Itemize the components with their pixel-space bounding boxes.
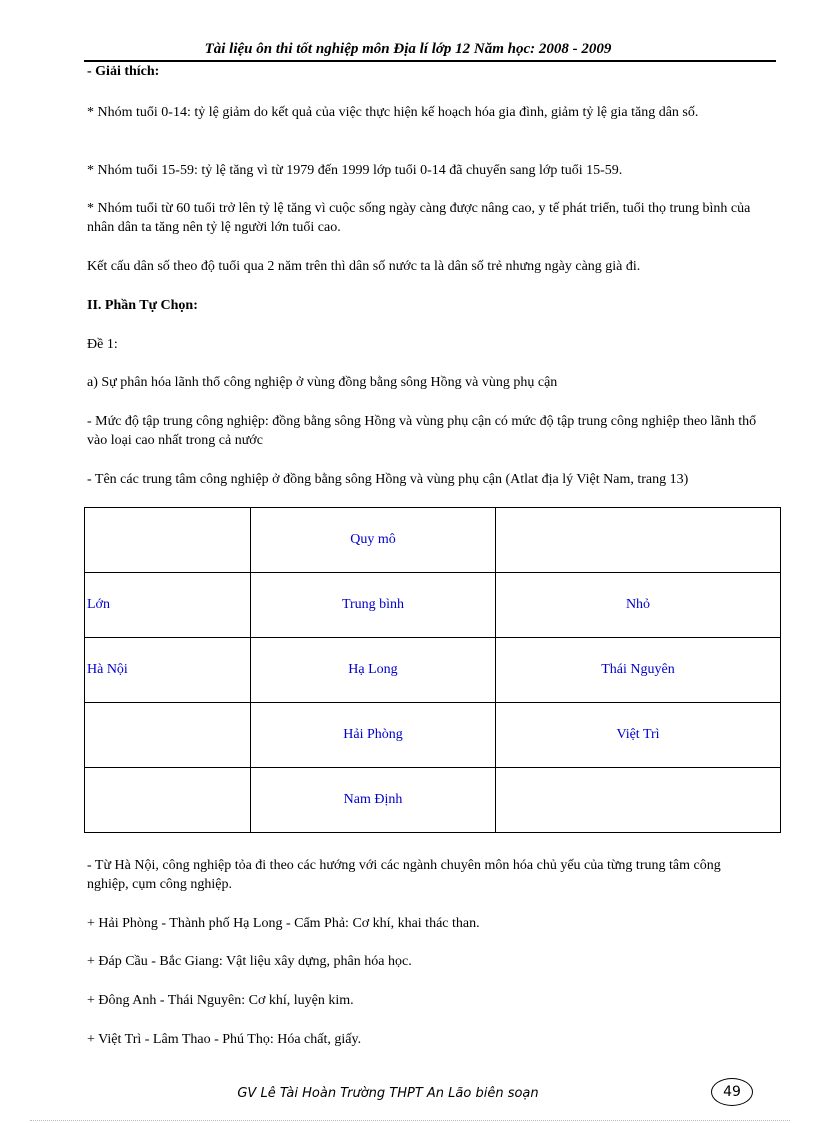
table-row [85,573,781,638]
section-heading-phan-tu-chon: II. Phần Tự Chọn: [87,298,198,313]
list-item-huong-2: + Đáp Cầu - Bắc Giang: Vật liệu xây dựng, phân hóa học. [87,954,412,969]
table-header-cell: Quy mô [251,508,496,573]
table-cell: Thái Nguyên [496,638,781,703]
table-cell: Hà Nội [85,638,251,703]
industrial-centers-table [84,507,781,833]
paragraph-nhom-0-14: * Nhóm tuổi 0-14: tỷ lệ giảm do kết quả của việc thực hiện kế hoạch hóa gia đình, giảm tỷ lệ gia tăng dân số. [87,105,699,120]
paragraph-giai-thich: - Giải thích: [87,64,160,79]
paragraph-ket-cau: Kết cấu dân số theo độ tuổi qua 2 năm trên thì dân số nước ta là dân số trẻ nhưng ngày càng già đi. [87,259,641,274]
table-row [85,638,781,703]
page-number-badge: 49 [711,1078,753,1106]
table-cell: Hạ Long [251,638,496,703]
table-cell [85,703,251,768]
paragraph-cau-a: a) Sự phân hóa lãnh thổ công nghiệp ở vùng đồng bằng sông Hồng và vùng phụ cận [87,375,558,390]
table-cell: Nhỏ [496,573,781,638]
table-cell: Lớn [85,573,251,638]
footer-author: GV Lê Tài Hoàn Trường THPT An Lão biên soạn [237,1086,539,1101]
table-cell: Nam Định [251,768,496,833]
table-cell [496,768,781,833]
list-item-huong-3: + Đông Anh - Thái Nguyên: Cơ khí, luyện kim. [87,993,354,1008]
footer-divider [30,1120,790,1121]
table-row [85,703,781,768]
table-cell: Hải Phòng [251,703,496,768]
table-row [85,508,781,573]
paragraph-tu-ha-noi: - Từ Hà Nội, công nghiệp tỏa đi theo các hướng với các ngành chuyên môn hóa chủ yếu của từng trung tâm công nghiệp, cụm công nghiệp. [87,858,721,892]
paragraph-de-1: Đề 1: [87,337,118,352]
list-item-huong-4: + Việt Trì - Lâm Thao - Phú Thọ: Hóa chất, giấy. [87,1032,362,1047]
table-cell [85,508,251,573]
paragraph-ten-trung-tam: - Tên các trung tâm công nghiệp ở đồng bằng sông Hồng và vùng phụ cận (Atlat địa lý Việt Nam, trang 13) [87,472,689,487]
table-row [85,768,781,833]
table-cell: Trung bình [251,573,496,638]
table-cell: Việt Trì [496,703,781,768]
list-item-huong-1: + Hải Phòng - Thành phố Hạ Long - Cẩm Phả: Cơ khí, khai thác than. [87,916,480,931]
paragraph-nhom-60: * Nhóm tuổi từ 60 tuổi trở lên tỷ lệ tăng vì cuộc sống ngày càng được nâng cao, y tế phát triển, tuổi thọ trung bình của nhân dân ta tăng nên tỷ lệ người lớn tuổi cao. [87,201,751,235]
table-cell [85,768,251,833]
page-header-title: Tài liệu ôn thi tốt nghiệp môn Địa lí lớp 12 Năm học: 2008 - 2009 [204,41,612,57]
table-cell [496,508,781,573]
paragraph-nhom-15-59: * Nhóm tuổi 15-59: tỷ lệ tăng vì từ 1979 đến 1999 lớp tuổi 0-14 đã chuyển sang lớp tuổi 15-59. [87,163,623,178]
paragraph-muc-do: - Mức độ tập trung công nghiệp: đồng bằng sông Hồng và vùng phụ cận có mức độ tập trung công nghiệp theo lãnh thổ vào loại cao nhất trong cả nước [87,414,757,448]
